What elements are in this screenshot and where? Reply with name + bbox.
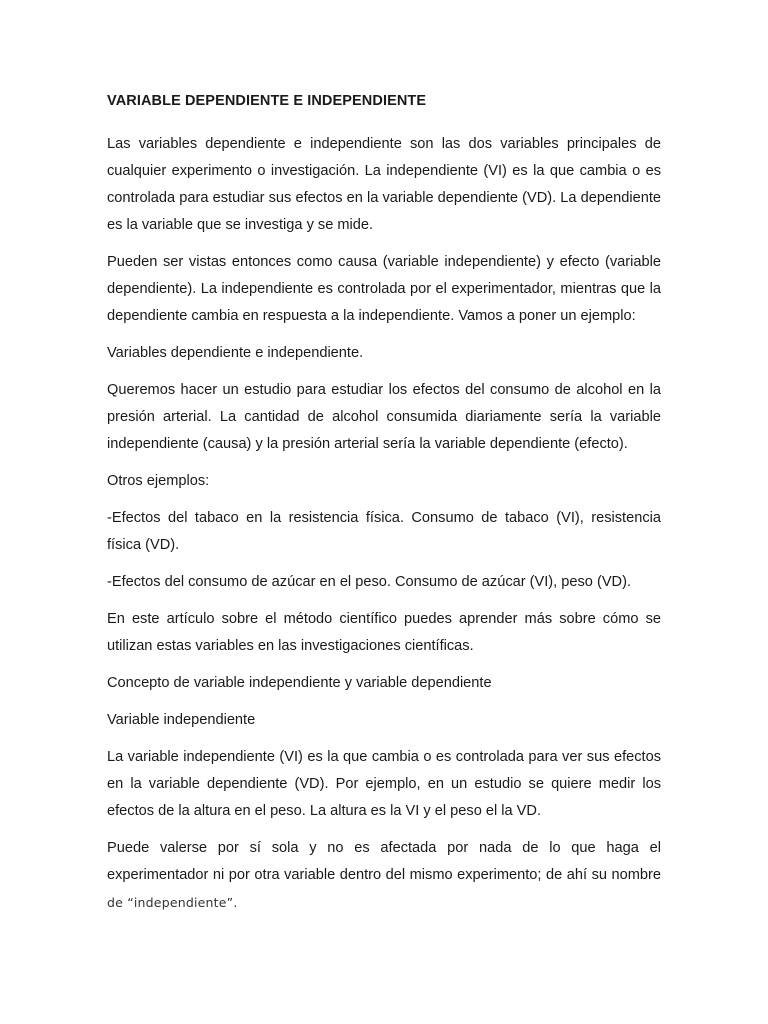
document-title: VARIABLE DEPENDIENTE E INDEPENDIENTE [107, 93, 427, 109]
paragraph-last-fragment: de “independiente”. [107, 895, 238, 910]
paragraph-independent-nature [107, 835, 661, 917]
paragraph-independent-definition: La variable independiente (VI) es la que cambia o es controlada para ver sus efectos en la variable dependiente (VD). Por ejemplo, en un estudio se quiere medir los efectos de la altura en el peso. La altura es la VI y el peso el la VD. [107, 749, 661, 819]
paragraph-subheading-variables: Variables dependiente e independiente. [107, 345, 364, 361]
document-body [107, 88, 661, 927]
paragraph-sugar-example: -Efectos del consumo de azúcar en el peso. Consumo de azúcar (VI), peso (VD). [107, 574, 632, 590]
paragraph-concept-heading: Concepto de variable independiente y variable dependiente [107, 675, 492, 691]
paragraph-independent-heading: Variable independiente [107, 712, 256, 728]
paragraph-independent-nature-text: Puede valerse por sí sola y no es afectada por nada de lo que haga el experimentador ni por otra variable dentro del mismo experimento; de ahí su nombre [107, 840, 661, 883]
paragraph-alcohol-example: Queremos hacer un estudio para estudiar los efectos del consumo de alcohol en la presión arterial. La cantidad de alcohol consumida diariamente sería la variable independiente (causa) y la presión arterial sería la variable dependiente (efecto). [107, 382, 661, 452]
paragraph-tobacco-example: -Efectos del tabaco en la resistencia física. Consumo de tabaco (VI), resistencia física (VD). [107, 510, 661, 553]
paragraph-other-examples: Otros ejemplos: [107, 473, 210, 489]
paragraph-cause-effect: Pueden ser vistas entonces como causa (variable independiente) y efecto (variable dependiente). La independiente es controlada por el experimentador, mientras que la dependiente cambia en respuesta a la independiente. Vamos a poner un ejemplo: [107, 254, 661, 324]
paragraph-intro: Las variables dependiente e independiente son las dos variables principales de cualquier experimento o investigación. La independiente (VI) es la que cambia o es controlada para estudiar sus efectos en la variable dependiente (VD). La dependiente es la variable que se investiga y se mide. [107, 136, 661, 233]
paragraph-scientific-method: En este artículo sobre el método científico puedes aprender más sobre cómo se utilizan estas variables en las investigaciones científicas. [107, 611, 661, 654]
